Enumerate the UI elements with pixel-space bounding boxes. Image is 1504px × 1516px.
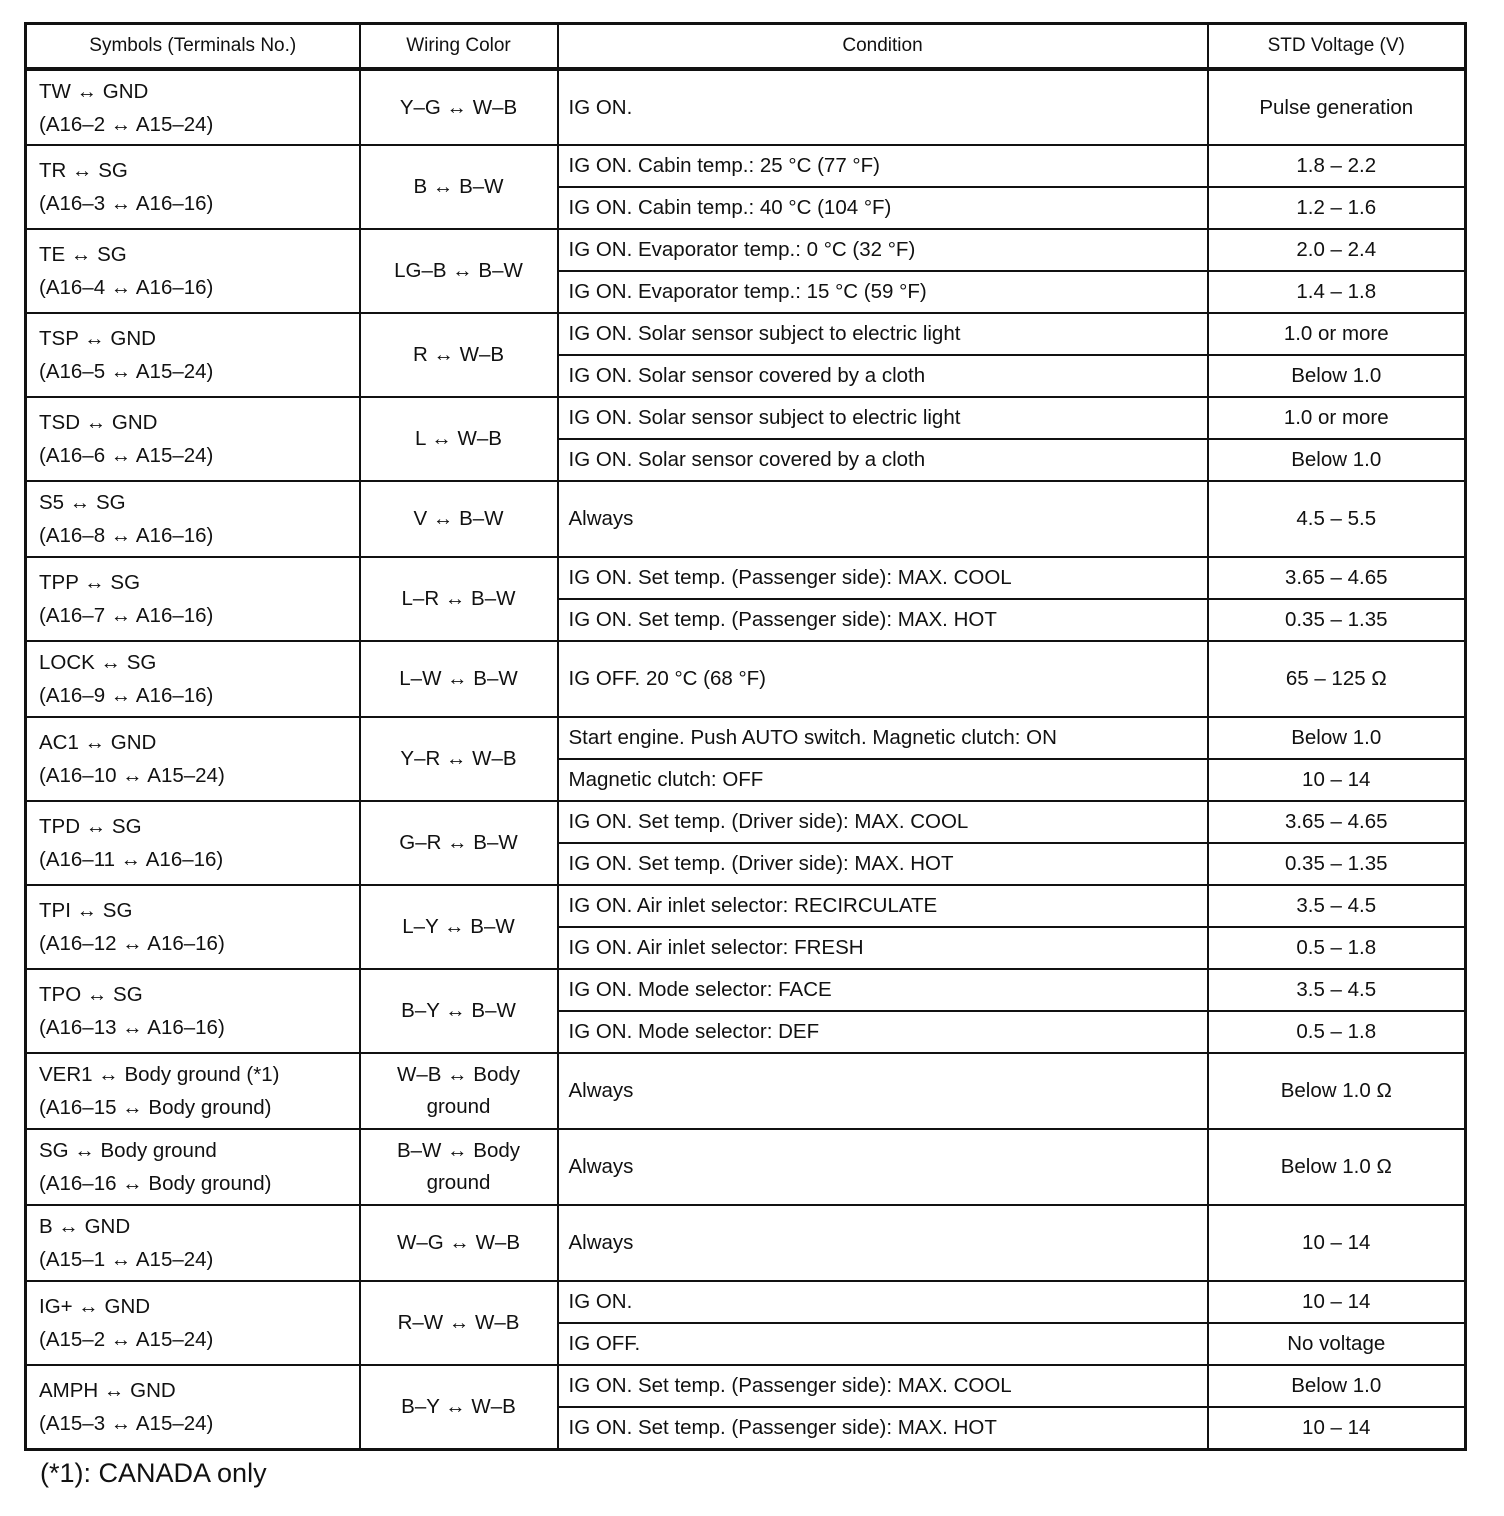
std-voltage-cell: 1.0 or more	[1208, 313, 1466, 355]
wiring-color-cell: B–W ↔ Body ground	[360, 1129, 558, 1205]
table-row	[26, 1281, 1466, 1323]
terminal-numbers: (A16–3 ↔ A16–16)	[39, 192, 214, 215]
condition-cell: IG ON. Solar sensor subject to electric light	[558, 397, 1208, 439]
condition-cell: IG ON.	[558, 1281, 1208, 1323]
symbol-pair: TR ↔ SG	[39, 159, 128, 182]
std-voltage-cell: 0.35 – 1.35	[1208, 599, 1466, 641]
condition-cell: Always	[558, 1053, 1208, 1129]
terminal-numbers: (A16–13 ↔ A16–16)	[39, 1016, 225, 1039]
table-row	[26, 481, 1466, 557]
symbol-cell	[26, 1129, 360, 1205]
wiring-color-cell: R ↔ W–B	[360, 313, 558, 397]
symbol-cell	[26, 641, 360, 717]
std-voltage-cell: Below 1.0 Ω	[1208, 1053, 1466, 1129]
condition-cell: IG ON. Set temp. (Passenger side): MAX. HOT	[558, 599, 1208, 641]
table-body	[26, 69, 1466, 1449]
std-voltage-cell: Below 1.0	[1208, 355, 1466, 397]
symbol-pair: TPI ↔ SG	[39, 899, 133, 922]
symbol-pair: SG ↔ Body ground	[39, 1139, 217, 1162]
std-voltage-cell: 3.5 – 4.5	[1208, 885, 1466, 927]
wiring-color-cell: R–W ↔ W–B	[360, 1281, 558, 1365]
terminal-numbers: (A16–15 ↔ Body ground)	[39, 1096, 272, 1119]
condition-cell: IG ON. Solar sensor subject to electric light	[558, 313, 1208, 355]
wiring-color-cell: B ↔ B–W	[360, 145, 558, 229]
symbol-cell	[26, 557, 360, 641]
header-symbols: Symbols (Terminals No.)	[26, 24, 360, 70]
std-voltage-cell: No voltage	[1208, 1323, 1466, 1365]
symbol-pair: LOCK ↔ SG	[39, 651, 157, 674]
condition-cell: IG ON. Solar sensor covered by a cloth	[558, 439, 1208, 481]
std-voltage-cell: 0.5 – 1.8	[1208, 927, 1466, 969]
symbol-cell	[26, 1053, 360, 1129]
wiring-color-cell: V ↔ B–W	[360, 481, 558, 557]
terminal-numbers: (A15–1 ↔ A15–24)	[39, 1248, 214, 1271]
table-row	[26, 641, 1466, 717]
condition-cell: IG ON. Air inlet selector: FRESH	[558, 927, 1208, 969]
symbol-cell	[26, 481, 360, 557]
terminal-numbers: (A16–8 ↔ A16–16)	[39, 524, 214, 547]
terminal-numbers: (A16–16 ↔ Body ground)	[39, 1172, 272, 1195]
symbol-pair: AMPH ↔ GND	[39, 1378, 176, 1402]
condition-cell: Magnetic clutch: OFF	[558, 759, 1208, 801]
terminal-numbers: (A16–7 ↔ A16–16)	[39, 604, 214, 627]
symbol-cell	[26, 229, 360, 313]
terminal-numbers: (A15–3 ↔ A15–24)	[39, 1411, 214, 1435]
table-row	[26, 1053, 1466, 1129]
terminal-voltage-table	[24, 22, 1467, 1451]
symbol-cell	[26, 885, 360, 969]
header-std-voltage: STD Voltage (V)	[1208, 24, 1466, 70]
terminal-numbers: (A16–2 ↔ A15–24)	[39, 112, 214, 136]
wiring-color-cell: L–Y ↔ B–W	[360, 885, 558, 969]
condition-cell: IG ON. Mode selector: FACE	[558, 969, 1208, 1011]
std-voltage-cell: 1.0 or more	[1208, 397, 1466, 439]
std-voltage-cell: 0.5 – 1.8	[1208, 1011, 1466, 1053]
symbol-cell	[26, 969, 360, 1053]
condition-cell: IG ON. Evaporator temp.: 15 °C (59 °F)	[558, 271, 1208, 313]
condition-cell: Always	[558, 481, 1208, 557]
symbol-pair: B ↔ GND	[39, 1215, 131, 1238]
wiring-color-cell: L–R ↔ B–W	[360, 557, 558, 641]
condition-cell: IG ON. Solar sensor covered by a cloth	[558, 355, 1208, 397]
condition-cell: IG ON. Set temp. (Passenger side): MAX. COOL	[558, 557, 1208, 599]
table-row	[26, 801, 1466, 843]
header-row	[26, 24, 1466, 70]
terminal-numbers: (A15–2 ↔ A15–24)	[39, 1328, 214, 1351]
footnote: (*1): CANADA only	[40, 1458, 267, 1488]
symbol-pair: TPO ↔ SG	[39, 983, 143, 1006]
condition-cell: IG ON. Cabin temp.: 40 °C (104 °F)	[558, 187, 1208, 229]
condition-cell: IG ON. Air inlet selector: RECIRCULATE	[558, 885, 1208, 927]
condition-cell: IG OFF. 20 °C (68 °F)	[558, 641, 1208, 717]
table-row	[26, 717, 1466, 759]
table-row	[26, 885, 1466, 927]
wiring-color-cell: W–B ↔ Body ground	[360, 1053, 558, 1129]
std-voltage-cell: 1.2 – 1.6	[1208, 187, 1466, 229]
symbol-pair: S5 ↔ SG	[39, 491, 126, 514]
table-row	[26, 1205, 1466, 1281]
std-voltage-cell: 1.8 – 2.2	[1208, 145, 1466, 187]
terminal-numbers: (A16–10 ↔ A15–24)	[39, 764, 225, 787]
condition-cell: IG ON. Set temp. (Passenger side): MAX. COOL	[558, 1365, 1208, 1407]
symbol-pair: TSD ↔ GND	[39, 411, 158, 434]
terminal-numbers: (A16–6 ↔ A15–24)	[39, 444, 214, 467]
terminal-numbers: (A16–9 ↔ A16–16)	[39, 684, 214, 707]
table-row	[26, 313, 1466, 355]
terminal-numbers: (A16–5 ↔ A15–24)	[39, 360, 214, 383]
std-voltage-cell: 10 – 14	[1208, 759, 1466, 801]
wiring-color-cell: Y–R ↔ W–B	[360, 717, 558, 801]
terminal-numbers: (A16–4 ↔ A16–16)	[39, 276, 214, 299]
wiring-color-cell: Y–G ↔ W–B	[360, 69, 558, 145]
wiring-color-cell: L ↔ W–B	[360, 397, 558, 481]
symbol-cell	[26, 145, 360, 229]
table-row	[26, 145, 1466, 187]
table-row	[26, 1129, 1466, 1205]
std-voltage-cell: Below 1.0 Ω	[1208, 1129, 1466, 1205]
symbol-pair: TE ↔ SG	[39, 243, 127, 266]
symbol-pair: VER1 ↔ Body ground (*1)	[39, 1063, 280, 1086]
wiring-color-cell: B–Y ↔ W–B	[360, 1365, 558, 1449]
table-row	[26, 229, 1466, 271]
table-header	[26, 24, 1466, 70]
std-voltage-cell: Pulse generation	[1208, 69, 1466, 145]
wiring-color-cell: LG–B ↔ B–W	[360, 229, 558, 313]
std-voltage-cell: Below 1.0	[1208, 1365, 1466, 1407]
std-voltage-cell: 10 – 14	[1208, 1407, 1466, 1449]
symbol-cell	[26, 69, 360, 145]
table-row	[26, 969, 1466, 1011]
condition-cell: Always	[558, 1129, 1208, 1205]
symbol-cell	[26, 1205, 360, 1281]
std-voltage-cell: 65 – 125 Ω	[1208, 641, 1466, 717]
symbol-cell	[26, 801, 360, 885]
wiring-color-cell: W–G ↔ W–B	[360, 1205, 558, 1281]
symbol-pair: AC1 ↔ GND	[39, 731, 157, 754]
table-row	[26, 557, 1466, 599]
std-voltage-cell: 2.0 – 2.4	[1208, 229, 1466, 271]
terminal-numbers: (A16–11 ↔ A16–16)	[39, 848, 224, 871]
condition-cell: IG ON. Mode selector: DEF	[558, 1011, 1208, 1053]
table-row	[26, 69, 1466, 145]
symbol-pair: TPD ↔ SG	[39, 815, 142, 838]
condition-cell: Always	[558, 1205, 1208, 1281]
table-row	[26, 397, 1466, 439]
condition-cell: IG ON. Set temp. (Driver side): MAX. HOT	[558, 843, 1208, 885]
symbol-pair: TPP ↔ SG	[39, 571, 141, 594]
condition-cell: IG ON.	[558, 69, 1208, 145]
header-condition: Condition	[558, 24, 1208, 70]
symbol-pair: TW ↔ GND	[39, 79, 149, 103]
symbol-cell	[26, 1365, 360, 1449]
wiring-color-cell: G–R ↔ B–W	[360, 801, 558, 885]
std-voltage-cell: 3.65 – 4.65	[1208, 557, 1466, 599]
condition-cell: IG OFF.	[558, 1323, 1208, 1365]
std-voltage-cell: 3.65 – 4.65	[1208, 801, 1466, 843]
condition-cell: IG ON. Set temp. (Driver side): MAX. COOL	[558, 801, 1208, 843]
condition-cell: IG ON. Evaporator temp.: 0 °C (32 °F)	[558, 229, 1208, 271]
symbol-cell	[26, 1281, 360, 1365]
condition-cell: Start engine. Push AUTO switch. Magnetic clutch: ON	[558, 717, 1208, 759]
table-row	[26, 1365, 1466, 1407]
std-voltage-cell: 10 – 14	[1208, 1205, 1466, 1281]
condition-cell: IG ON. Set temp. (Passenger side): MAX. HOT	[558, 1407, 1208, 1449]
symbol-pair: IG+ ↔ GND	[39, 1295, 151, 1318]
wiring-color-cell: B–Y ↔ B–W	[360, 969, 558, 1053]
std-voltage-cell: 3.5 – 4.5	[1208, 969, 1466, 1011]
terminal-numbers: (A16–12 ↔ A16–16)	[39, 932, 225, 955]
std-voltage-cell: 1.4 – 1.8	[1208, 271, 1466, 313]
symbol-cell	[26, 397, 360, 481]
symbol-cell	[26, 717, 360, 801]
std-voltage-cell: Below 1.0	[1208, 717, 1466, 759]
wiring-color-cell: L–W ↔ B–W	[360, 641, 558, 717]
std-voltage-cell: 0.35 – 1.35	[1208, 843, 1466, 885]
header-wiring-color: Wiring Color	[360, 24, 558, 70]
std-voltage-cell: Below 1.0	[1208, 439, 1466, 481]
symbol-pair: TSP ↔ GND	[39, 327, 156, 350]
std-voltage-cell: 4.5 – 5.5	[1208, 481, 1466, 557]
symbol-cell	[26, 313, 360, 397]
std-voltage-cell: 10 – 14	[1208, 1281, 1466, 1323]
condition-cell: IG ON. Cabin temp.: 25 °C (77 °F)	[558, 145, 1208, 187]
